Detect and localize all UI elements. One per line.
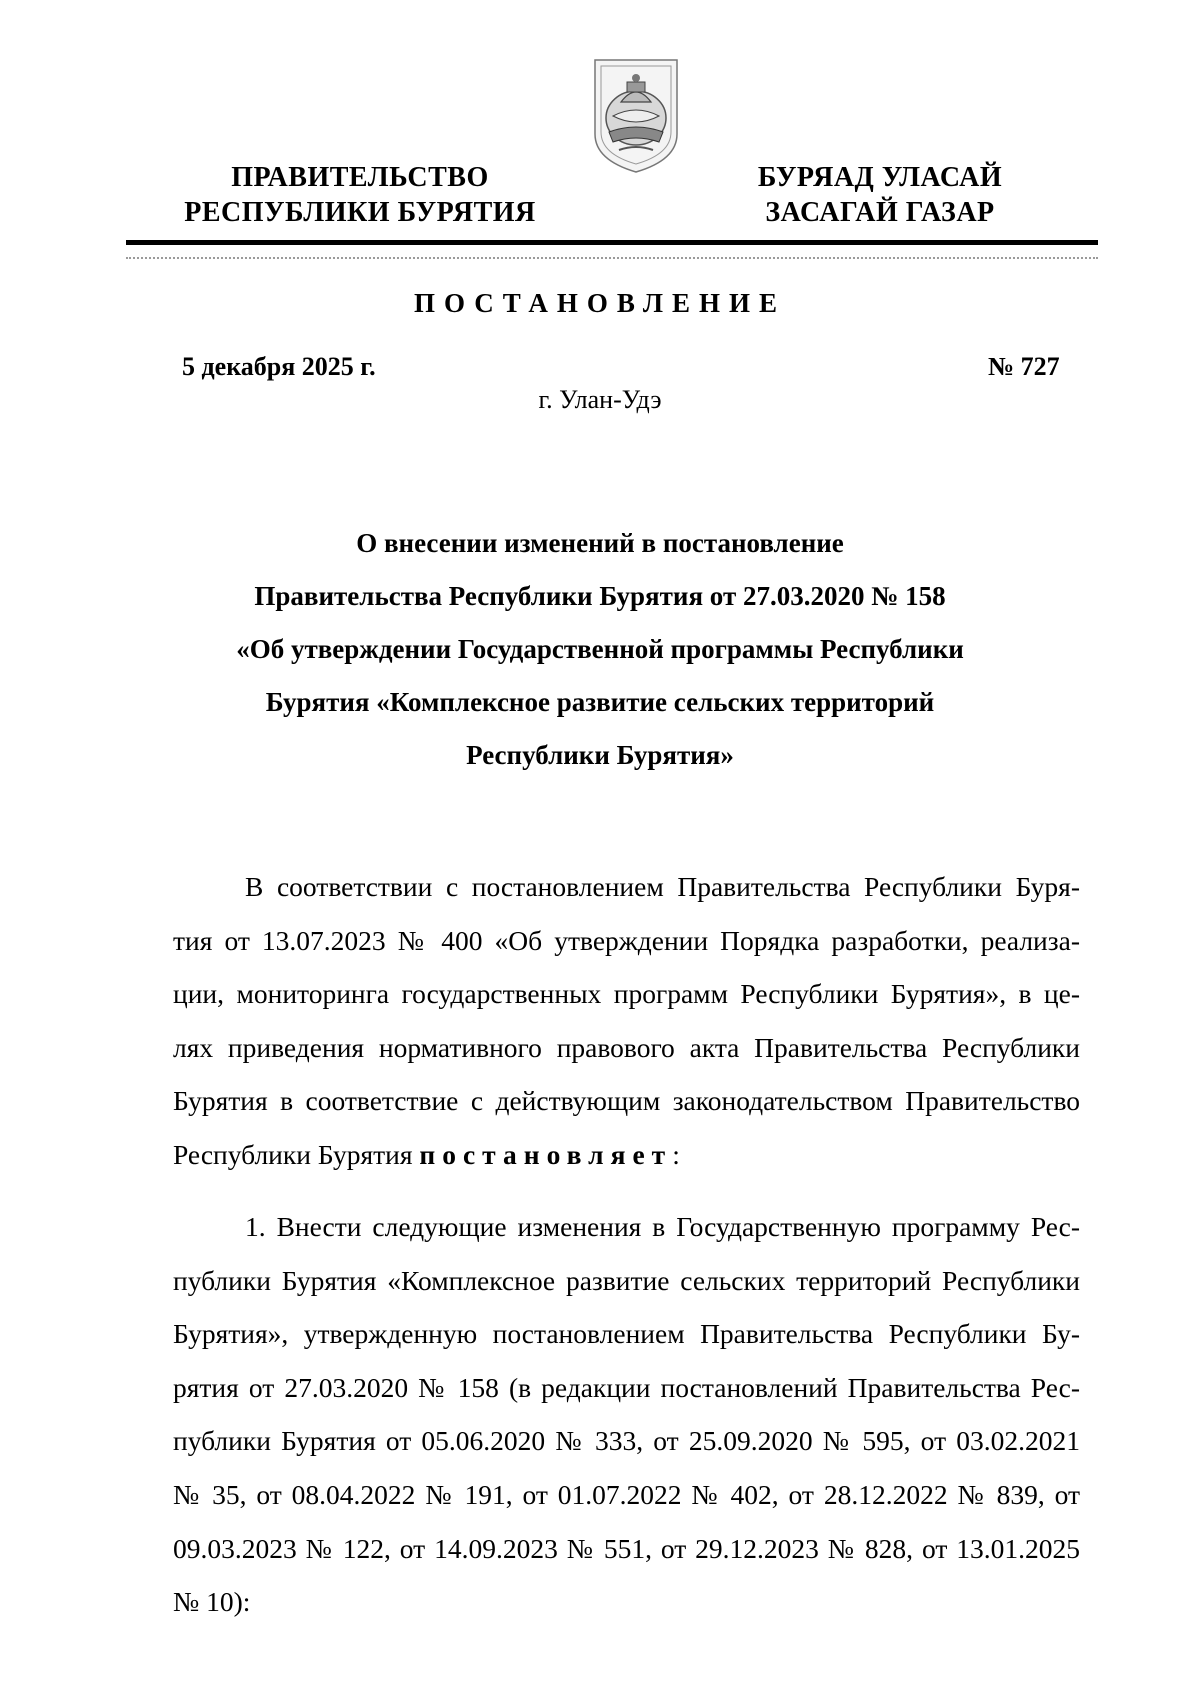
item-1-line: публики Бурятия от 05.06.2020 № 333, от 25.09.2020 № 595, от 03.02.2021	[173, 1425, 1080, 1457]
title-line: «Об утверждении Государственной программы Республики	[236, 634, 964, 664]
document-type: ПОСТАНОВЛЕНИЕ	[413, 288, 787, 318]
preamble-paragraph	[173, 860, 1080, 1182]
document-city: г. Улан-Удэ	[538, 385, 662, 414]
item-1-line: 09.03.2023 № 122, от 14.09.2023 № 551, от 29.12.2023 № 828, от 13.01.2025	[173, 1532, 1080, 1564]
decree-word: постановляет	[419, 1138, 673, 1170]
item-1-line: публики Бурятия «Комплексное развитие сельских территорий Республики	[173, 1264, 1080, 1296]
org-name-bua	[720, 160, 1040, 230]
org-name-ru	[170, 160, 550, 230]
preamble-line: Бурятия в соответствие с действующим законодательством Правительство	[173, 1085, 1080, 1117]
document-date: 5 декабря 2025 г.	[182, 352, 376, 381]
item-1-line: Бурятия», утвержденную постановлением Правительства Республики Бу-	[173, 1318, 1080, 1350]
header-divider-thin	[126, 257, 1098, 259]
title-line: Бурятия «Комплексное развитие сельских территорий	[265, 687, 935, 717]
org-name-bua-line: БУРЯАД УЛАСАЙ	[757, 162, 1003, 193]
item-1-line: № 35, от 08.04.2022 № 191, от 01.07.2022 № 402, от 28.12.2022 № 839, от	[173, 1478, 1080, 1510]
preamble-line: тия от 13.07.2023 № 400 «Об утверждении Порядка разработки, реализа-	[173, 924, 1080, 956]
org-name-ru-line: РЕСПУБЛИКИ БУРЯТИЯ	[184, 197, 536, 228]
title-line: Правительства Республики Бурятия от 27.03.2020 № 158	[254, 581, 946, 611]
title-line: Республики Бурятия»	[466, 740, 734, 770]
preamble-line: лях приведения нормативного правового акта Правительства Республики	[173, 1031, 1080, 1063]
document-number: № 727	[988, 352, 1060, 381]
document-title	[160, 517, 1040, 782]
item-1-line: рятия от 27.03.2020 № 158 (в редакции постановлений Правительства Рес-	[173, 1371, 1080, 1403]
preamble-last-line	[173, 1128, 1080, 1182]
item-1-paragraph	[173, 1200, 1080, 1629]
preamble-last-suffix: :	[672, 1138, 680, 1170]
org-name-bua-line: ЗАСАГАЙ ГАЗАР	[765, 197, 995, 228]
item-1-line: № 10):	[173, 1586, 251, 1618]
preamble-line: В соответствии с постановлением Правительства Республики Буря-	[245, 871, 1080, 902]
coat-of-arms-buryatia-icon	[589, 56, 683, 176]
title-line: О внесении изменений в постановление	[356, 528, 844, 558]
preamble-last-prefix: Республики Бурятия	[173, 1138, 413, 1170]
item-1-line: 1. Внести следующие изменения в Государственную программу Рес-	[245, 1211, 1080, 1242]
preamble-line: ции, мониторинга государственных программ Республики Бурятия», в це-	[173, 978, 1080, 1010]
header-divider-thick	[126, 240, 1098, 245]
org-name-ru-line: ПРАВИТЕЛЬСТВО	[231, 162, 489, 193]
